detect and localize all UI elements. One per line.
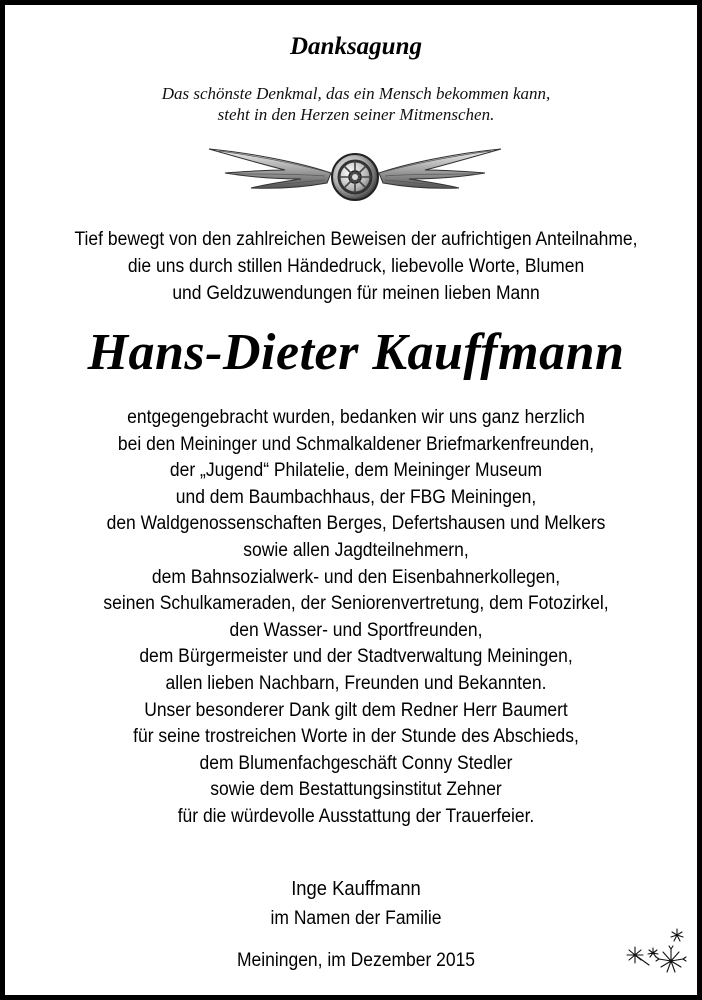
thanks-line: bei den Meininger und Schmalkaldener Briefmarkenfreunden,	[117, 433, 595, 455]
thanks-line: entgegengebracht wurden, bedanken wir uns ganz herzlich	[127, 407, 585, 428]
thanks-line: den Wasser- und Sportfreunden,	[229, 619, 483, 641]
thanks-line: der „Jugend“ Philatelie, dem Meininger Museum	[169, 460, 543, 482]
signer-note: im Namen der Familie	[270, 908, 442, 929]
thanks-paragraph	[33, 405, 679, 831]
thanks-line: seinen Schulkameraden, der Seniorenvertretung, dem Fotozirkel,	[103, 593, 609, 615]
thanks-line: sowie dem Bestattungsinstitut Zehner	[210, 779, 502, 801]
thanks-line: dem Blumenfachgeschäft Conny Stedler	[199, 752, 513, 774]
thanks-line: und dem Baumbachhaus, der FBG Meiningen,	[175, 486, 537, 508]
notice-title: Danksagung	[290, 33, 422, 60]
thanks-line: für die würdevolle Ausstattung der Trauerfeier.	[177, 805, 535, 827]
signer-name: Inge Kauffmann	[291, 878, 421, 900]
intro-paragraph	[33, 226, 679, 307]
intro-line: die uns durch stillen Händedruck, liebevolle Worte, Blumen	[127, 256, 585, 277]
motto-quote	[5, 83, 702, 125]
place-date: Meiningen, im Dezember 2015	[236, 950, 476, 971]
thanks-line: dem Bürgermeister und der Stadtverwaltung Meiningen,	[139, 646, 573, 668]
thanks-line: Unser besonderer Dank gilt dem Redner Herr Baumert	[144, 699, 568, 721]
intro-line: Tief bewegt von den zahlreichen Beweisen der aufrichtigen Anteilnahme,	[74, 229, 638, 250]
thanks-line: für seine trostreichen Worte in der Stunde des Abschieds,	[133, 726, 579, 748]
thanks-line: dem Bahnsozialwerk- und den Eisenbahnerkollegen,	[151, 566, 561, 588]
motto-line: Das schönste Denkmal, das ein Mensch bekommen kann,	[161, 84, 551, 103]
winged-wheel-icon	[207, 143, 503, 205]
dandelion-seeds-icon	[621, 925, 691, 981]
thanks-line: den Waldgenossenschaften Berges, Defertshausen und Melkers	[106, 513, 606, 535]
motto-line: steht in den Herzen seiner Mitmenschen.	[217, 105, 495, 124]
thanks-line: allen lieben Nachbarn, Freunden und Bekannten.	[165, 672, 547, 694]
intro-line: und Geldzuwendungen für meinen lieben Mann	[172, 283, 540, 304]
thanks-line: sowie allen Jagdteilnehmern,	[243, 539, 469, 561]
deceased-name: Hans-Dieter Kauffmann	[87, 324, 625, 381]
